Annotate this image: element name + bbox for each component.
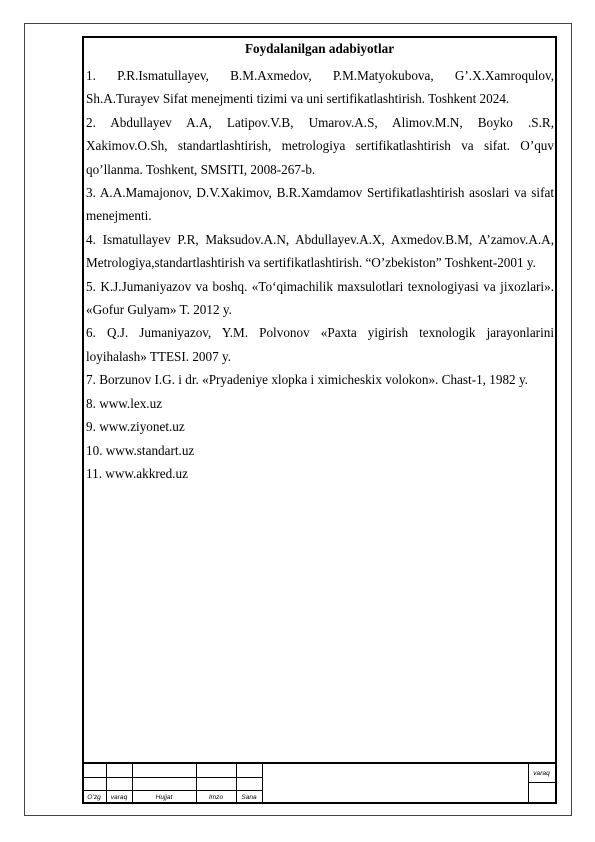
stamp-row-line	[528, 782, 555, 783]
reference-item: 9. www.ziyonet.uz	[86, 419, 185, 435]
reference-item: 3. A.A.Mamajonov, D.V.Xakimov, B.R.Xamdamov Sertifikatlashtirish asoslari va sifat menejmenti.	[86, 185, 554, 224]
stamp-label-date: Sana	[241, 794, 257, 801]
reference-item: 4. Ismatullayev P.R, Maksudov.A.N, Abdullayev.A.X, Axmedov.B.M, A’zamov.A.A, Metrologiya,standartlashtirish va sertifikatlashtirish. “O’zbekiston” Toshkent-2001 y.	[86, 231, 554, 271]
reference-item: 8. www.lex.uz	[86, 395, 163, 411]
stamp-label-page: varaq	[533, 770, 550, 777]
stamp-label-change: O’zg	[87, 794, 101, 801]
stamp-label-sheet: varaq	[110, 794, 128, 801]
page-title: Foydalanilgan adabiyotlar	[244, 41, 395, 56]
stamp-label-signature: Imzo	[208, 794, 224, 801]
stamp-label-document: Hujjat	[155, 794, 173, 801]
reference-item: 1. P.R.Ismatullayev, B.M.Axmedov, P.M.Matyokubova, G’.X.Xamroqulov, Sh.A.Turayev Sifat menejmenti tizimi va uni sertifikatlashtirish. Toshkent 2024.	[86, 68, 554, 107]
reference-item: 6. Q.J. Jumaniyazov, Y.M. Polvonov «Paxta yigirish texnologik jarayonlarini loyihalash» TTESI. 2007 y.	[86, 325, 554, 364]
reference-item: 11. www.akkred.uz	[86, 465, 188, 481]
stamp-row-line	[82, 777, 262, 778]
title-block	[82, 762, 557, 804]
reference-item: 5. K.J.Jumaniyazov va boshq. «To‘qimachilik maxsulotlari texnologiyasi va jixozlari». «Gofur Gulyam» T. 2012 y.	[86, 278, 554, 318]
stamp-row-line	[82, 790, 262, 791]
reference-item: 7. Borzunov I.G. i dr. «Pryadeniye xlopka i ximicheskix volokon». Chast-1, 1982 y.	[86, 372, 528, 388]
reference-item: 10. www.standart.uz	[86, 442, 195, 458]
reference-item: 2. Abdullayev A.A, Latipov.V.B, Umarov.A.S, Alimov.M.N, Boyko .S.R, Xakimov.O.Sh, standartlashtirish, metrologiya sertifikatlashtirish va sifat. O’quv qo’llanma. Toshkent, SMSITI, 2008-267-b.	[86, 114, 554, 177]
stamp-col-line	[262, 764, 263, 804]
reference-list	[86, 64, 554, 485]
